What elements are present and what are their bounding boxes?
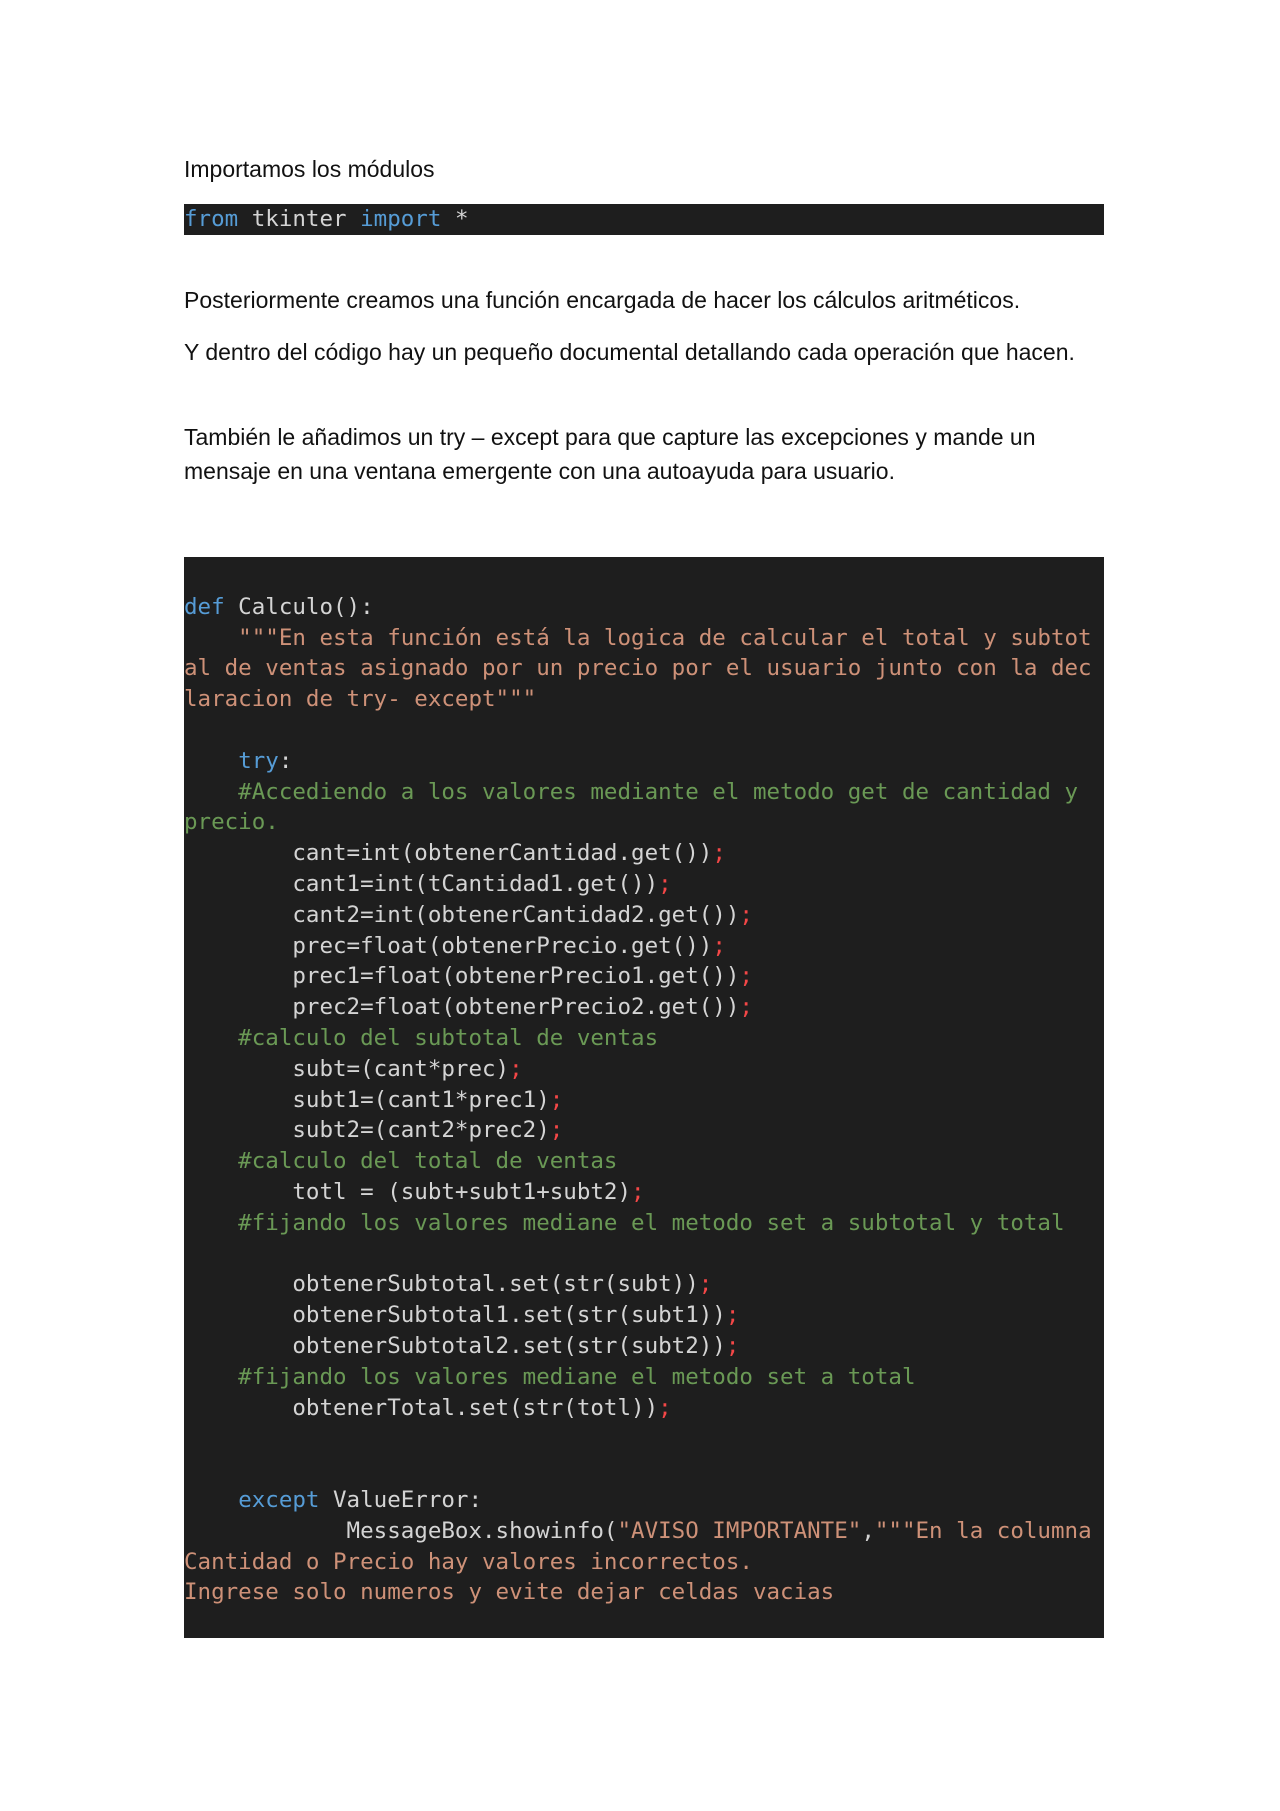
paragraph-1: Posteriormente creamos una función encargada de hacer los cálculos aritméticos. [184, 287, 1021, 313]
code-line [184, 1300, 1104, 1331]
code-line [184, 1269, 1104, 1300]
code-token: , [861, 1517, 875, 1544]
code-token: subt2=(cant2*prec2) [184, 1117, 550, 1144]
code-line [184, 1547, 1104, 1578]
paragraph-2: Y dentro del código hay un pequeño documental detallando cada operación que hacen. [184, 339, 1075, 365]
code-token: """En esta función está la logica de calcular el total y subtot [184, 624, 1092, 651]
code-token: subt1=(cant1*prec1) [184, 1086, 550, 1113]
code-line [184, 869, 1104, 900]
code-line [184, 561, 1104, 592]
code-line [184, 1146, 1104, 1177]
intro-paragraph: Importamos los módulos [184, 156, 435, 182]
code-token: ; [725, 1302, 740, 1329]
code-token [184, 748, 238, 774]
code-line [184, 1577, 1104, 1608]
code-line [184, 204, 1104, 235]
code-token: """En la columna [874, 1517, 1092, 1544]
code-line [184, 1516, 1104, 1547]
import-code-block [184, 204, 1104, 235]
code-line [184, 1177, 1104, 1208]
code-token: ; [739, 994, 753, 1021]
code-token: obtenerSubtotal.set(str(subt)) [184, 1271, 699, 1298]
code-token: except [238, 1486, 320, 1513]
code-token: import [360, 206, 442, 232]
code-token: #fijando los valores mediane el metodo set a subtotal y total [184, 1209, 1065, 1236]
code-line [184, 1423, 1104, 1454]
code-line [184, 1023, 1104, 1054]
code-line [184, 1608, 1104, 1638]
code-token: : [278, 747, 293, 774]
code-token: laracion de try- except""" [184, 686, 537, 713]
code-line [184, 1239, 1104, 1270]
code-token: ; [631, 1178, 645, 1205]
code-line [184, 684, 1104, 715]
code-token: prec1=float(obtenerPrecio1.get()) [184, 963, 740, 990]
code-line [184, 992, 1104, 1023]
code-line [184, 623, 1104, 654]
code-token: obtenerTotal.set(str(totl)) [184, 1394, 659, 1421]
code-line [184, 592, 1104, 623]
code-line [184, 1054, 1104, 1085]
code-line [184, 807, 1104, 838]
paragraph-3: También le añadimos un try – except para que capture las excepciones y mande un mensaje en una ventana emergente con una autoayuda para usuario. [184, 424, 1036, 484]
code-token: #Accediendo a los valores mediante el metodo get de cantidad y [184, 778, 1079, 805]
code-line [184, 1362, 1104, 1393]
code-token: ; [549, 1117, 564, 1144]
code-token: ; [712, 840, 726, 867]
code-token: Cantidad o Precio hay valores incorrectos. [184, 1548, 753, 1575]
code-token: subt=(cant*prec) [184, 1055, 510, 1082]
code-token: cant=int(obtenerCantidad.get()) [184, 840, 713, 867]
code-line [184, 838, 1104, 869]
code-token: * [454, 206, 469, 232]
code-line [184, 715, 1104, 746]
code-line [184, 1085, 1104, 1116]
function-code-block [184, 557, 1104, 1638]
code-token: prec2=float(obtenerPrecio2.get()) [184, 994, 740, 1021]
code-token: Ingrese solo numeros y evite dejar celdas vacias [184, 1579, 835, 1606]
code-line [184, 1208, 1104, 1239]
code-token: cant2=int(obtenerCantidad2.get()) [184, 901, 740, 928]
code-token: cant1=int(tCantidad1.get()) [184, 870, 659, 897]
code-token: ValueError: [319, 1486, 483, 1513]
code-token: MessageBox.showinfo( [184, 1517, 618, 1544]
code-token: precio. [184, 809, 279, 836]
code-token: ; [509, 1055, 523, 1082]
code-line [184, 1485, 1104, 1516]
code-token: try [238, 747, 279, 774]
code-token: ; [739, 901, 753, 928]
code-token: ; [725, 1332, 740, 1359]
code-line [184, 653, 1104, 684]
code-token: "AVISO IMPORTANTE" [617, 1517, 862, 1544]
code-line [184, 961, 1104, 992]
code-token: totl = (subt+subt1+subt2) [184, 1178, 632, 1205]
code-token: tkinter [251, 206, 347, 232]
code-line [184, 931, 1104, 962]
code-token: prec=float(obtenerPrecio.get()) [184, 932, 713, 959]
code-line [184, 1115, 1104, 1146]
code-token: obtenerSubtotal2.set(str(subt2)) [184, 1332, 726, 1359]
code-line [184, 1331, 1104, 1362]
code-token: ; [658, 1394, 672, 1421]
code-token: ; [698, 1271, 713, 1298]
code-line [184, 1393, 1104, 1424]
code-line [184, 777, 1104, 808]
code-line [184, 746, 1104, 777]
code-token: ; [549, 1086, 564, 1113]
code-token: def [184, 593, 225, 620]
code-token: al de ventas asignado por un precio por el usuario junto con la dec [184, 655, 1092, 682]
code-token: obtenerSubtotal1.set(str(subt1)) [184, 1302, 726, 1329]
code-token [184, 1487, 238, 1513]
code-token: from [184, 206, 239, 232]
code-token: #fijando los valores mediane el metodo set a total [184, 1363, 916, 1390]
code-line [184, 900, 1104, 931]
code-token: ; [658, 870, 672, 897]
code-line [184, 1454, 1104, 1485]
code-token: #calculo del total de ventas [184, 1148, 618, 1175]
code-token: ; [712, 932, 726, 959]
code-token: Calculo(): [224, 593, 374, 620]
code-token: ; [739, 963, 753, 990]
code-token: #calculo del subtotal de ventas [184, 1024, 659, 1051]
